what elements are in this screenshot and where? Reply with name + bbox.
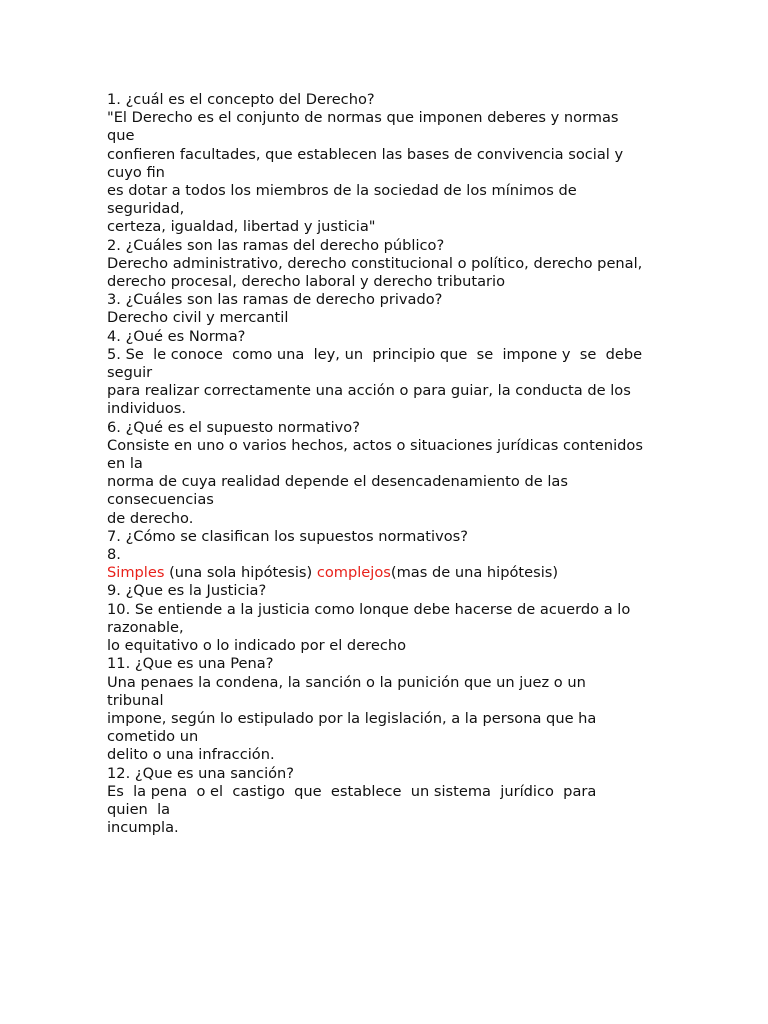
text-line: 1. ¿cuál es el concepto del Derecho? <box>107 91 375 108</box>
text-line: impone, según lo estipulado por la legislación, a la persona que ha <box>107 709 597 727</box>
text-line: derecho procesal, derecho laboral y derecho tributario <box>107 273 506 291</box>
text-line: de derecho. <box>107 509 194 527</box>
simples-description: (una sola hipótesis) <box>164 564 317 582</box>
text-line: razonable, <box>107 618 184 636</box>
complejos-term: complejos <box>316 564 391 582</box>
text-line: 4. ¿Oué es Norma? <box>107 327 246 345</box>
classification-line <box>107 564 667 582</box>
text-line: 11. ¿Que es una Pena? <box>107 655 274 673</box>
text-line: 2. ¿Cuáles son las ramas del derecho público? <box>107 236 445 254</box>
text-line: 8. <box>107 546 121 564</box>
text-line: seguridad, <box>107 200 185 218</box>
text-line: seguir <box>107 364 153 382</box>
text-line: 10. Se entiende a la justicia como lonque debe hacerse de acuerdo a lo <box>107 600 631 618</box>
text-line: en la <box>107 455 143 473</box>
text-line: Una penaes la condena, la sanción o la punición que un juez o un <box>107 673 586 691</box>
text-line: cuyo fin <box>107 163 165 181</box>
text-line: Derecho administrativo, derecho constitucional o político, derecho penal, <box>107 254 643 272</box>
text-line: Es la pena o el castigo que establece un sistema jurídico para <box>107 782 597 800</box>
complejos-description: (mas de una hipótesis) <box>390 564 559 582</box>
text-line: lo equitativo o lo indicado por el derecho <box>107 637 407 655</box>
text-line: es dotar a todos los miembros de la sociedad de los mínimos de <box>107 182 577 200</box>
text-line: para realizar correctamente una acción o para guiar, la conducta de los <box>107 382 631 400</box>
text-line: 9. ¿Que es la Justicia? <box>107 582 267 600</box>
text-line: "El Derecho es el conjunto de normas que imponen deberes y normas <box>107 109 619 127</box>
text-line: individuos. <box>107 400 186 418</box>
text-line: cometido un <box>107 728 199 746</box>
text-line: 5. Se le conoce como una ley, un principio que se impone y se debe <box>107 345 643 363</box>
text-line: 12. ¿Que es una sanción? <box>107 764 295 782</box>
text-line: Derecho civil y mercantil <box>107 309 289 327</box>
text-line: norma de cuya realidad depende el desencadenamiento de las <box>107 473 568 491</box>
text-line: delito o una infracción. <box>107 746 275 764</box>
text-line: incumpla. <box>107 819 179 837</box>
text-line: consecuencias <box>107 491 214 509</box>
text-line: quien la <box>107 800 171 818</box>
document-body <box>107 91 667 837</box>
text-line: Consiste en uno o varios hechos, actos o situaciones jurídicas contenidos <box>107 436 643 454</box>
text-line: 7. ¿Cómo se clasifican los supuestos normativos? <box>107 527 468 545</box>
simples-term: Simples <box>107 564 165 582</box>
text-line: 6. ¿Qué es el supuesto normativo? <box>107 418 360 436</box>
text-line: 3. ¿Cuáles son las ramas de derecho privado? <box>107 291 443 309</box>
text-line: confieren facultades, que establecen las bases de convivencia social y <box>107 145 624 163</box>
text-line: certeza, igualdad, libertad y justicia" <box>107 218 376 236</box>
text-line: tribunal <box>107 691 164 709</box>
text-line: que <box>107 127 135 145</box>
